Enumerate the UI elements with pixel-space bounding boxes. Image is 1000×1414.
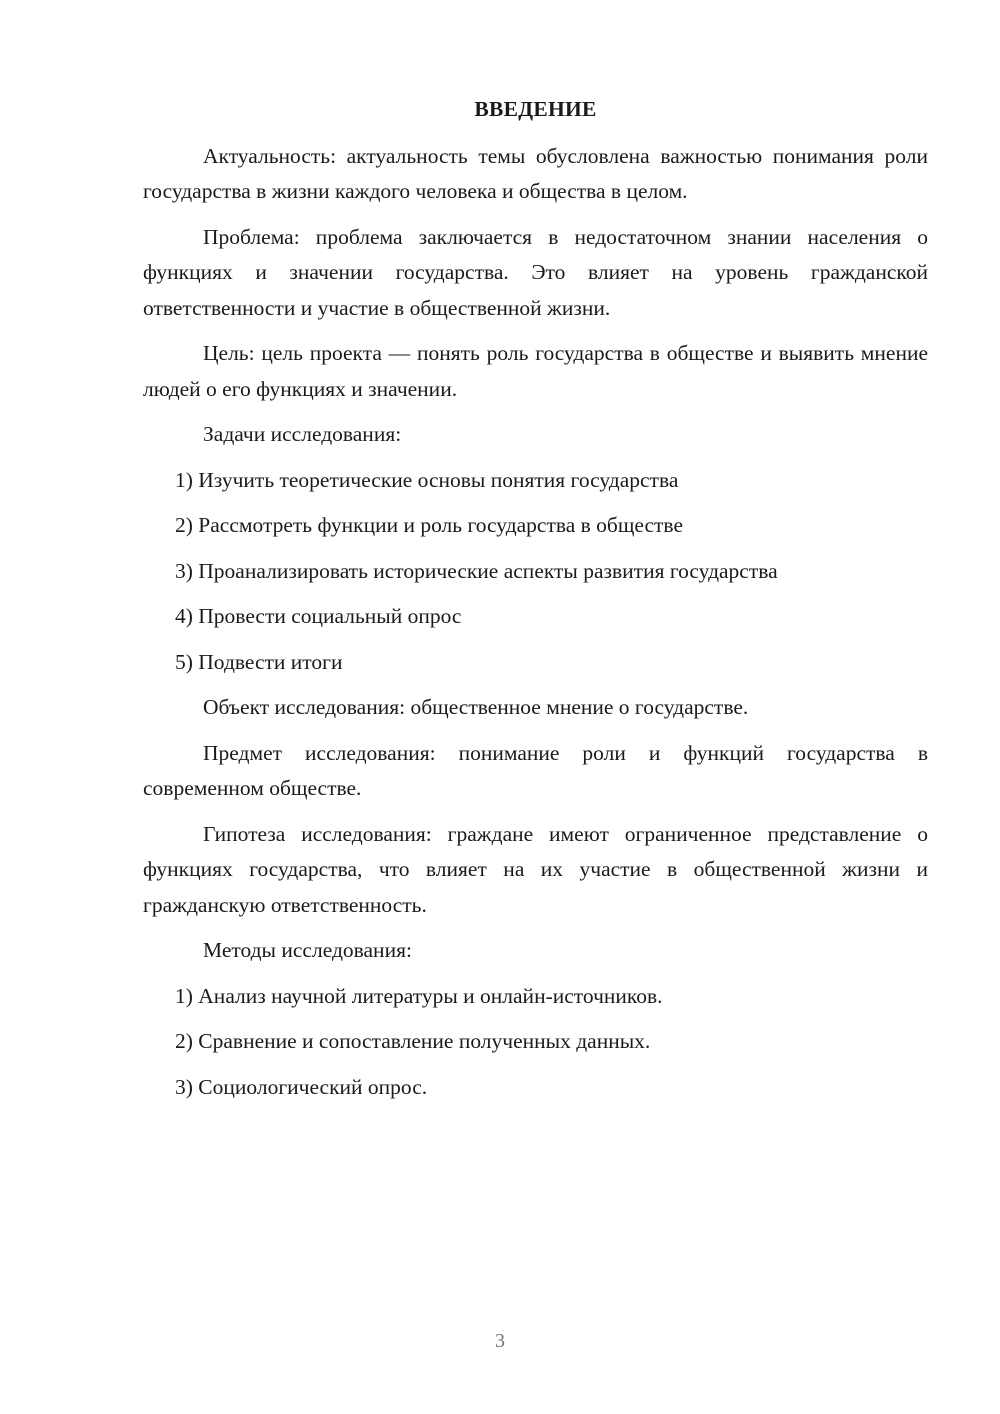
object-paragraph: Объект исследования: общественное мнение о государстве. — [203, 695, 749, 719]
page-title: ВВЕДЕНИЕ — [474, 97, 597, 121]
hypothesis-paragraph: Гипотеза исследования: граждане имеют ограниченное представление о функциях государства, что влияет на их участие в общественной жизни и гражданскую ответственность. — [143, 821, 928, 917]
list-item: 4) Провести социальный опрос — [175, 604, 462, 628]
relevance-paragraph: Актуальность: актуальность темы обусловлена важностью понимания роли государства в жизни каждого человека и общества в целом. — [143, 143, 928, 203]
tasks-heading: Задачи исследования: — [203, 422, 402, 446]
subject-paragraph: Предмет исследования: понимание роли и функций государства в современном обществе. — [143, 740, 928, 800]
page-content — [143, 92, 928, 1115]
methods-heading: Методы исследования: — [203, 938, 412, 962]
page-number: 3 — [495, 1330, 505, 1352]
goal-paragraph: Цель: цель проекта — понять роль государства в обществе и выявить мнение людей о его функциях и значении. — [143, 341, 928, 401]
methods-list — [143, 979, 928, 1106]
list-item: 5) Подвести итоги — [175, 649, 343, 674]
problem-paragraph: Проблема: проблема заключается в недостаточном знании населения о функциях и значении государства. Это влияет на уровень гражданской ответственности и участие в общественной жизни. — [143, 224, 928, 320]
list-item: 2) Сравнение и сопоставление полученных данных. — [175, 1029, 651, 1053]
tasks-list — [143, 463, 928, 681]
list-item: 1) Анализ научной литературы и онлайн-источников. — [175, 983, 663, 1008]
list-item: 3) Социологический опрос. — [175, 1074, 428, 1099]
list-item: 1) Изучить теоретические основы понятия государства — [175, 467, 679, 492]
list-item: 2) Рассмотреть функции и роль государства в обществе — [175, 513, 684, 537]
list-item: 3) Проанализировать исторические аспекты развития государства — [175, 558, 778, 583]
